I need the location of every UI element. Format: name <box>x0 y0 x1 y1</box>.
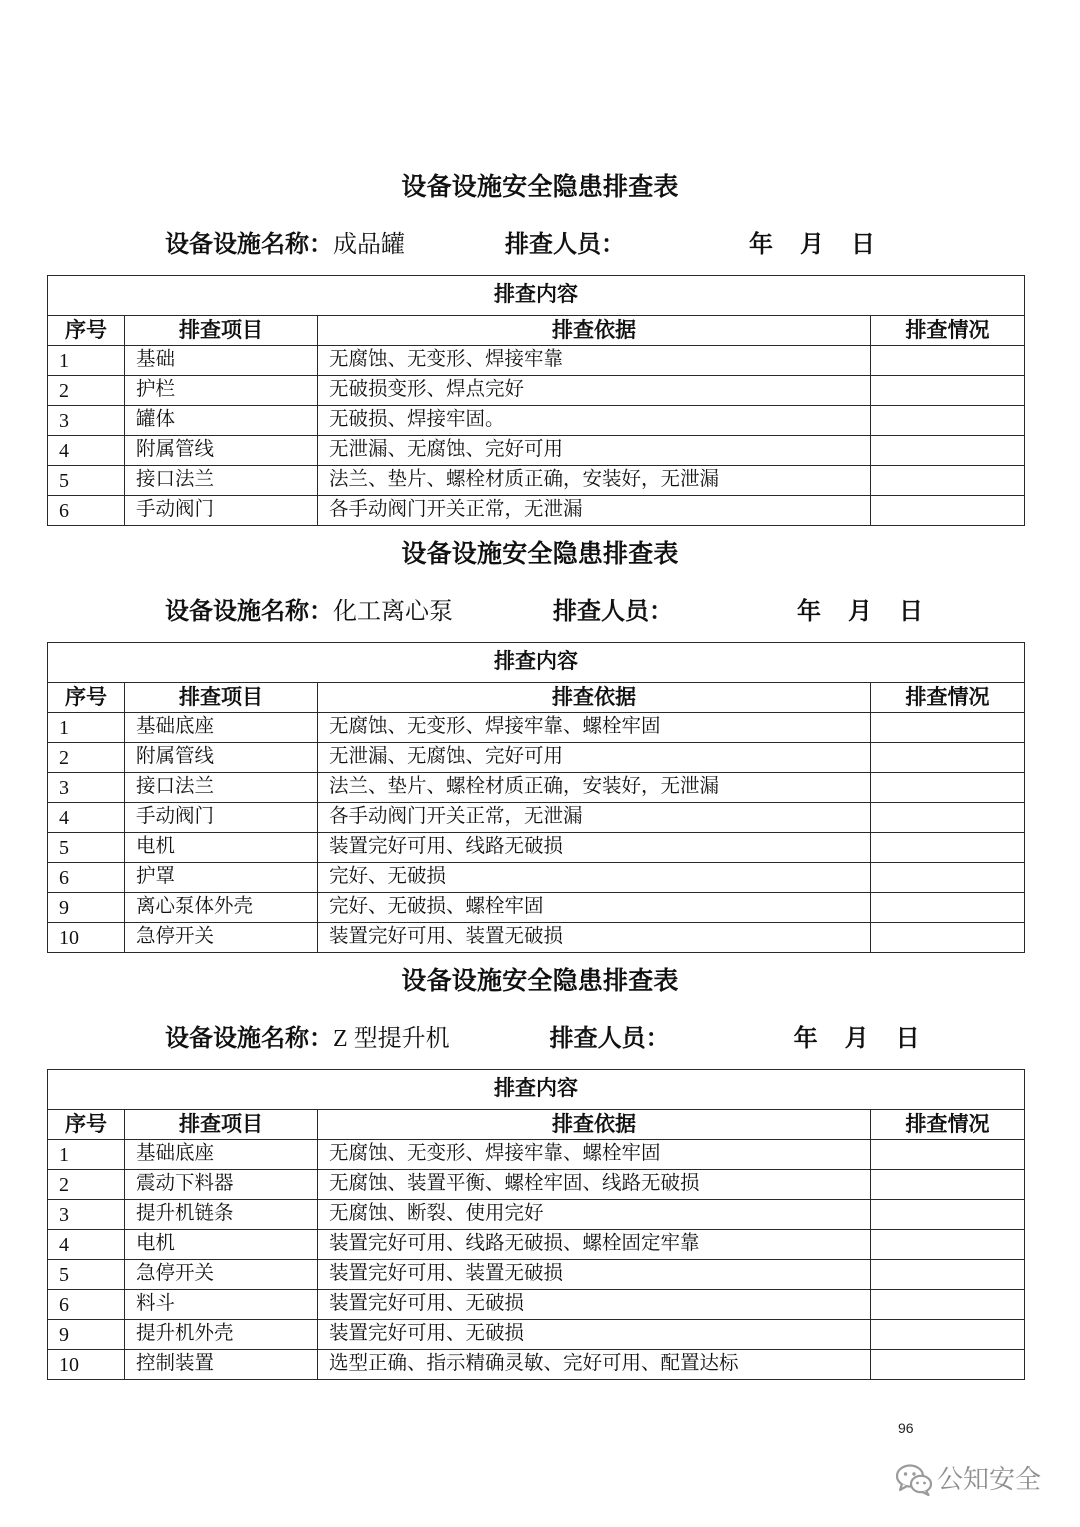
date-day-label: 日 <box>895 1026 920 1052</box>
inspection-sheet <box>0 172 1080 532</box>
sheet-title: 设备设施安全隐患排查表 <box>401 541 679 568</box>
equipment-name-value: Z 型提升机 <box>333 1026 450 1052</box>
row-number: 2 <box>48 1170 125 1200</box>
inspection-item: 基础底座 <box>125 713 318 743</box>
inspection-status-cell <box>871 1140 1025 1170</box>
inspection-item: 震动下料器 <box>125 1170 318 1200</box>
inspection-basis: 无腐蚀、无变形、焊接牢靠 <box>318 346 871 376</box>
row-number: 9 <box>48 893 125 923</box>
inspection-table <box>47 642 1025 953</box>
inspection-status-cell <box>871 436 1025 466</box>
inspection-status-cell <box>871 713 1025 743</box>
inspection-item: 手动阀门 <box>125 803 318 833</box>
inspection-sheet <box>0 539 1080 949</box>
inspection-item: 提升机链条 <box>125 1200 318 1230</box>
wechat-icon <box>895 1463 933 1497</box>
row-number: 4 <box>48 436 125 466</box>
inspector-label: 排查人员： <box>505 232 625 258</box>
section-header: 排查内容 <box>48 643 1025 683</box>
inspection-status-cell <box>871 863 1025 893</box>
row-number: 10 <box>48 1350 125 1380</box>
inspection-basis: 选型正确、指示精确灵敏、完好可用、配置达标 <box>318 1350 871 1380</box>
inspection-basis: 装置完好可用、无破损 <box>318 1320 871 1350</box>
row-number: 9 <box>48 1320 125 1350</box>
inspection-status-cell <box>871 893 1025 923</box>
inspection-item: 护罩 <box>125 863 318 893</box>
column-header-basis: 排查依据 <box>318 1110 871 1140</box>
inspection-status-cell <box>871 1200 1025 1230</box>
row-number: 3 <box>48 1200 125 1230</box>
inspection-basis: 各手动阀门开关正常，无泄漏 <box>318 803 871 833</box>
column-header-status: 排查情况 <box>871 316 1025 346</box>
inspection-item: 急停开关 <box>125 1260 318 1290</box>
inspection-status-cell <box>871 1350 1025 1380</box>
sheet-meta-line <box>165 596 950 628</box>
inspection-basis: 无腐蚀、装置平衡、螺栓牢固、线路无破损 <box>318 1170 871 1200</box>
inspection-status-cell <box>871 743 1025 773</box>
inspection-sheet <box>0 966 1080 1376</box>
inspection-basis: 无腐蚀、无变形、焊接牢靠、螺栓牢固 <box>318 713 871 743</box>
inspection-item: 急停开关 <box>125 923 318 953</box>
inspection-item: 附属管线 <box>125 436 318 466</box>
row-number: 10 <box>48 923 125 953</box>
inspection-item: 附属管线 <box>125 743 318 773</box>
inspection-basis: 装置完好可用、线路无破损、螺栓固定牢靠 <box>318 1230 871 1260</box>
inspection-item: 基础底座 <box>125 1140 318 1170</box>
column-header-no: 序号 <box>48 316 125 346</box>
inspection-basis: 装置完好可用、装置无破损 <box>318 1260 871 1290</box>
row-number: 2 <box>48 376 125 406</box>
inspection-date <box>797 599 950 625</box>
inspection-basis: 无泄漏、无腐蚀、完好可用 <box>318 743 871 773</box>
sheet-meta-line <box>165 229 902 261</box>
inspector-label: 排查人员： <box>553 599 673 625</box>
row-number: 5 <box>48 833 125 863</box>
inspection-basis: 完好、无破损、螺栓牢固 <box>318 893 871 923</box>
sheet-meta-line <box>165 1023 947 1055</box>
equipment-name-value: 化工离心泵 <box>333 599 453 625</box>
date-month-label: 月 <box>848 599 872 625</box>
row-number: 5 <box>48 1260 125 1290</box>
column-header-no: 序号 <box>48 683 125 713</box>
inspection-basis: 装置完好可用、无破损 <box>318 1290 871 1320</box>
equipment-name-label: 设备设施名称： <box>165 1026 333 1052</box>
inspection-date <box>749 232 902 258</box>
inspection-item: 电机 <box>125 1230 318 1260</box>
inspection-basis: 完好、无破损 <box>318 863 871 893</box>
row-number: 3 <box>48 773 125 803</box>
row-number: 6 <box>48 496 125 526</box>
equipment-name-label: 设备设施名称： <box>165 599 333 625</box>
inspection-status-cell <box>871 833 1025 863</box>
column-header-item: 排查项目 <box>125 316 318 346</box>
column-header-item: 排查项目 <box>125 683 318 713</box>
inspection-basis: 装置完好可用、装置无破损 <box>318 923 871 953</box>
inspection-status-cell <box>871 496 1025 526</box>
inspection-item: 提升机外壳 <box>125 1320 318 1350</box>
watermark-text: 公知安全 <box>937 1465 1042 1495</box>
date-month-label: 月 <box>844 1026 869 1052</box>
section-header: 排查内容 <box>48 1070 1025 1110</box>
inspection-item: 基础 <box>125 346 318 376</box>
page-number: 96 <box>898 1420 914 1436</box>
inspection-item: 离心泵体外壳 <box>125 893 318 923</box>
column-header-basis: 排查依据 <box>318 316 871 346</box>
inspection-status-cell <box>871 773 1025 803</box>
inspection-item: 接口法兰 <box>125 773 318 803</box>
inspection-status-cell <box>871 803 1025 833</box>
inspection-status-cell <box>871 406 1025 436</box>
row-number: 2 <box>48 743 125 773</box>
inspection-status-cell <box>871 1170 1025 1200</box>
inspection-item: 接口法兰 <box>125 466 318 496</box>
date-month-label: 月 <box>800 232 824 258</box>
row-number: 5 <box>48 466 125 496</box>
inspection-status-cell <box>871 466 1025 496</box>
date-day-label: 日 <box>851 232 875 258</box>
column-header-no: 序号 <box>48 1110 125 1140</box>
inspection-status-cell <box>871 1290 1025 1320</box>
row-number: 6 <box>48 1290 125 1320</box>
row-number: 4 <box>48 1230 125 1260</box>
inspection-status-cell <box>871 1320 1025 1350</box>
equipment-name-label: 设备设施名称： <box>165 232 333 258</box>
inspection-item: 电机 <box>125 833 318 863</box>
inspection-item: 料斗 <box>125 1290 318 1320</box>
inspection-basis: 无腐蚀、无变形、焊接牢靠、螺栓牢固 <box>318 1140 871 1170</box>
column-header-status: 排查情况 <box>871 683 1025 713</box>
row-number: 3 <box>48 406 125 436</box>
sheet-title: 设备设施安全隐患排查表 <box>401 174 679 201</box>
column-header-item: 排查项目 <box>125 1110 318 1140</box>
row-number: 1 <box>48 1140 125 1170</box>
inspection-status-cell <box>871 1230 1025 1260</box>
inspection-status-cell <box>871 346 1025 376</box>
inspection-date <box>794 1026 947 1052</box>
inspection-item: 控制装置 <box>125 1350 318 1380</box>
section-header: 排查内容 <box>48 276 1025 316</box>
inspection-basis: 各手动阀门开关正常，无泄漏 <box>318 496 871 526</box>
inspection-item: 护栏 <box>125 376 318 406</box>
date-year-label: 年 <box>793 1026 818 1052</box>
inspection-item: 手动阀门 <box>125 496 318 526</box>
inspection-basis: 法兰、垫片、螺栓材质正确，安装好，无泄漏 <box>318 773 871 803</box>
inspection-status-cell <box>871 376 1025 406</box>
inspection-table <box>47 1069 1025 1380</box>
column-header-basis: 排查依据 <box>318 683 871 713</box>
row-number: 1 <box>48 346 125 376</box>
inspection-basis: 无破损、焊接牢固。 <box>318 406 871 436</box>
equipment-name-value: 成品罐 <box>333 232 405 258</box>
inspector-label: 排查人员： <box>549 1026 670 1052</box>
inspection-basis: 无破损变形、焊点完好 <box>318 376 871 406</box>
row-number: 4 <box>48 803 125 833</box>
inspection-item: 罐体 <box>125 406 318 436</box>
date-day-label: 日 <box>899 599 923 625</box>
inspection-basis: 装置完好可用、线路无破损 <box>318 833 871 863</box>
inspection-basis: 无泄漏、无腐蚀、完好可用 <box>318 436 871 466</box>
sheet-title: 设备设施安全隐患排查表 <box>401 968 679 995</box>
inspection-basis: 无腐蚀、断裂、使用完好 <box>318 1200 871 1230</box>
column-header-status: 排查情况 <box>871 1110 1025 1140</box>
inspection-basis: 法兰、垫片、螺栓材质正确，安装好，无泄漏 <box>318 466 871 496</box>
date-year-label: 年 <box>797 599 821 625</box>
row-number: 6 <box>48 863 125 893</box>
inspection-status-cell <box>871 923 1025 953</box>
inspection-status-cell <box>871 1260 1025 1290</box>
date-year-label: 年 <box>749 232 773 258</box>
inspection-table <box>47 275 1025 526</box>
row-number: 1 <box>48 713 125 743</box>
